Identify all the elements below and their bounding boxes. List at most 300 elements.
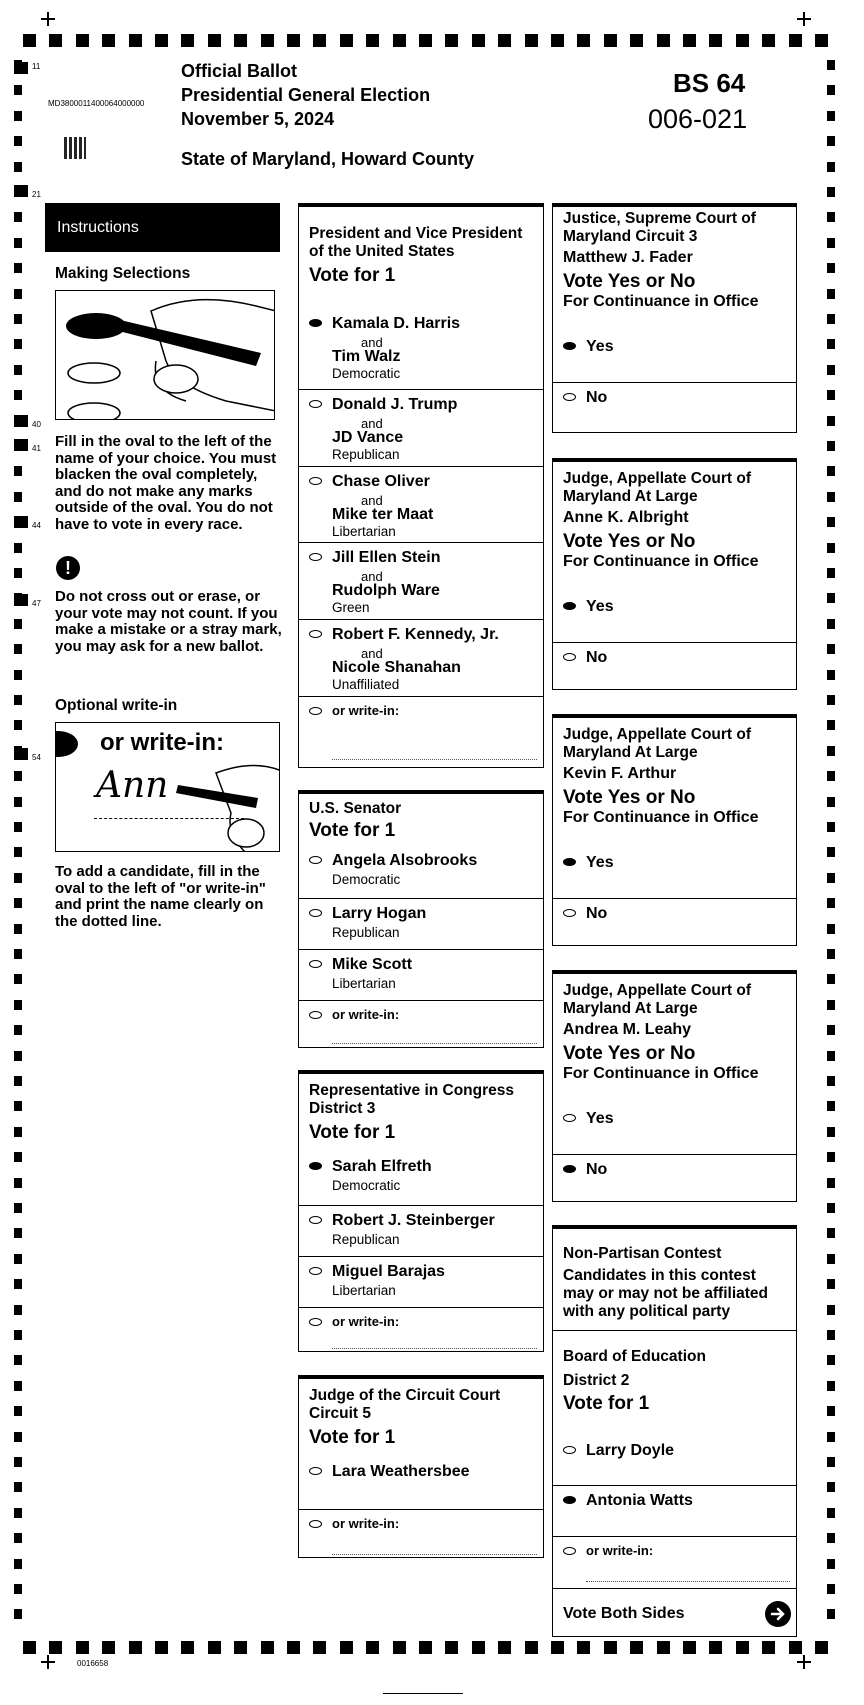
selection-oval[interactable] xyxy=(563,1165,576,1173)
timing-mark xyxy=(14,898,22,908)
timing-mark xyxy=(14,974,22,984)
timing-mark xyxy=(827,797,835,807)
timing-mark xyxy=(14,670,22,680)
candidate-option[interactable] xyxy=(553,1434,796,1485)
timing-mark xyxy=(14,365,22,375)
timing-mark xyxy=(14,1533,22,1543)
hand-pen-icon xyxy=(176,763,280,852)
timing-mark xyxy=(14,162,22,172)
selection-oval[interactable] xyxy=(563,909,576,917)
timing-mark xyxy=(14,695,22,705)
no-option[interactable] xyxy=(553,382,796,434)
judge-name: Matthew J. Fader xyxy=(563,249,693,266)
contest-title: Board of Education District 2 xyxy=(563,1348,706,1389)
timing-mark xyxy=(604,1641,617,1654)
timing-mark xyxy=(827,492,835,502)
timing-mark xyxy=(630,34,643,47)
timing-mark xyxy=(14,924,22,934)
timing-mark xyxy=(827,162,835,172)
timing-mark xyxy=(445,1641,458,1654)
running-mate-name: Tim Walz xyxy=(332,348,401,365)
party-label: Republican xyxy=(332,1232,400,1247)
party-label: Democratic xyxy=(332,1178,401,1193)
candidate-option[interactable] xyxy=(299,1205,543,1256)
precinct-number: 006-021 xyxy=(648,104,748,134)
timing-mark xyxy=(14,62,28,74)
vote-for-instruction: Vote for 1 xyxy=(309,1427,396,1448)
timing-mark xyxy=(340,1641,353,1654)
timing-mark xyxy=(827,187,835,197)
continuance-label: For Continuance in Office xyxy=(563,553,759,570)
timing-mark xyxy=(14,748,28,760)
timing-mark xyxy=(827,771,835,781)
vote-for-instruction: Vote for 1 xyxy=(309,265,396,286)
timing-mark xyxy=(827,898,835,908)
timing-mark xyxy=(827,1279,835,1289)
timing-mark xyxy=(14,111,22,121)
timing-mark xyxy=(762,1641,775,1654)
selection-oval[interactable] xyxy=(563,858,576,866)
candidate-option[interactable] xyxy=(299,949,543,1000)
timing-mark xyxy=(76,34,89,47)
writein-line[interactable] xyxy=(586,1581,790,1582)
candidate-name: Angela Alsobrooks xyxy=(332,852,478,869)
candidate-option[interactable] xyxy=(299,466,543,542)
alert-icon: ! xyxy=(56,556,80,580)
timing-mark xyxy=(340,34,353,47)
timing-mark xyxy=(14,1203,22,1213)
candidate-option[interactable] xyxy=(299,898,543,949)
fold-mark xyxy=(383,1693,463,1694)
timing-mark xyxy=(14,516,28,528)
timing-mark xyxy=(23,34,36,47)
timing-mark xyxy=(14,1355,22,1365)
timing-mark xyxy=(14,390,22,400)
selection-oval[interactable] xyxy=(309,960,322,968)
candidate-name: Kamala D. Harris xyxy=(332,315,461,332)
selection-oval[interactable] xyxy=(309,1011,322,1019)
selection-oval[interactable] xyxy=(309,707,322,715)
timing-mark xyxy=(827,873,835,883)
candidate-name: Lara Weathersbee xyxy=(332,1463,470,1480)
timing-mark xyxy=(14,949,22,959)
yes-label: Yes xyxy=(586,854,614,871)
timing-mark xyxy=(14,1051,22,1061)
timing-mark xyxy=(827,1457,835,1467)
timing-mark xyxy=(827,212,835,222)
no-label: No xyxy=(586,1161,608,1178)
selection-oval[interactable] xyxy=(309,1318,322,1326)
timing-mark xyxy=(577,1641,590,1654)
timing-mark xyxy=(14,212,22,222)
timing-mark xyxy=(14,314,22,324)
contest-senator xyxy=(298,790,544,1048)
contest-title: Representative in Congress District 3 xyxy=(309,1082,515,1117)
candidate-option[interactable] xyxy=(299,389,543,466)
candidate-option[interactable] xyxy=(299,1459,543,1509)
selection-oval[interactable] xyxy=(563,342,576,350)
registration-mark-icon xyxy=(41,1655,55,1669)
timing-mark xyxy=(827,390,835,400)
timing-mark xyxy=(827,644,835,654)
timing-mark xyxy=(208,1641,221,1654)
selection-oval[interactable] xyxy=(563,393,576,401)
add-candidate-instructions: To add a candidate, fill in the oval to the left of "or write-in" and print the name clearly on the dotted line. xyxy=(55,863,266,930)
example-writein-label: or write-in: xyxy=(100,729,224,756)
and-label: and xyxy=(361,335,383,350)
party-label: Democratic xyxy=(332,872,401,887)
margin-number: 21 xyxy=(32,190,41,199)
timing-mark xyxy=(14,339,22,349)
board-header xyxy=(553,1330,796,1331)
timing-mark xyxy=(102,1641,115,1654)
selection-oval[interactable] xyxy=(309,856,322,864)
instructions-header: Instructions xyxy=(45,203,280,252)
timing-mark xyxy=(49,1641,62,1654)
and-label: and xyxy=(361,493,383,508)
timing-mark xyxy=(683,1641,696,1654)
contest-title: Judge, Appellate Court of Maryland At Large xyxy=(563,726,752,761)
yes-option[interactable] xyxy=(553,332,796,382)
timing-mark xyxy=(827,1254,835,1264)
writein-label: or write-in: xyxy=(332,1314,400,1329)
candidate-name: Larry Doyle xyxy=(586,1442,675,1459)
vote-both-sides-row xyxy=(553,1588,796,1639)
timing-mark xyxy=(14,1025,22,1035)
timing-mark xyxy=(827,1076,835,1086)
selection-oval[interactable] xyxy=(563,1114,576,1122)
no-option[interactable] xyxy=(553,642,796,692)
timing-mark xyxy=(827,593,835,603)
timing-mark xyxy=(789,34,802,47)
timing-mark xyxy=(366,34,379,47)
selection-oval[interactable] xyxy=(563,1547,576,1555)
timing-mark xyxy=(827,365,835,375)
timing-mark xyxy=(827,1101,835,1111)
timing-mark xyxy=(287,1641,300,1654)
ballot-title: Official Ballot xyxy=(181,61,298,81)
timing-mark xyxy=(815,1641,828,1654)
candidate-option[interactable] xyxy=(299,307,543,389)
selection-oval[interactable] xyxy=(563,1496,576,1504)
timing-mark xyxy=(14,1279,22,1289)
timing-mark xyxy=(14,1127,22,1137)
writein-label: or write-in: xyxy=(332,1007,400,1022)
candidate-option[interactable] xyxy=(299,1154,543,1205)
candidate-name: Miguel Barajas xyxy=(332,1263,445,1280)
contest-title: U.S. Senator xyxy=(309,800,402,817)
timing-mark xyxy=(815,34,828,47)
timing-mark xyxy=(827,1025,835,1035)
fill-instructions: Fill in the oval to the left of the name of your choice. You must blacken the oval completely, and do not make any marks outside of the oval. You do not have to vote in every race. xyxy=(55,433,277,533)
candidate-option[interactable] xyxy=(299,619,543,696)
timing-mark xyxy=(827,1508,835,1518)
timing-mark xyxy=(14,568,22,578)
party-label: Republican xyxy=(332,447,400,462)
arrow-right-circle-icon xyxy=(765,1601,791,1627)
writein-line[interactable] xyxy=(332,1348,537,1349)
timing-mark xyxy=(827,822,835,832)
party-label: Libertarian xyxy=(332,976,396,991)
candidate-option[interactable] xyxy=(299,542,543,619)
continuance-label: For Continuance in Office xyxy=(563,293,759,310)
timing-mark xyxy=(827,543,835,553)
party-label: Green xyxy=(332,600,370,615)
candidate-option[interactable] xyxy=(299,848,543,898)
timing-mark xyxy=(498,1641,511,1654)
running-mate-name: Nicole Shanahan xyxy=(332,659,461,676)
selection-oval[interactable] xyxy=(309,1267,322,1275)
candidate-name: Larry Hogan xyxy=(332,905,427,922)
election-name: Presidential General Election xyxy=(181,85,431,105)
running-mate-name: JD Vance xyxy=(332,429,404,446)
timing-mark xyxy=(498,34,511,47)
timing-mark xyxy=(14,1584,22,1594)
contest-title: Justice, Supreme Court of Maryland Circuit 3 xyxy=(563,210,756,245)
yes-label: Yes xyxy=(586,338,614,355)
writein-option[interactable] xyxy=(299,1000,543,1050)
timing-mark xyxy=(14,1000,22,1010)
timing-mark xyxy=(234,34,247,47)
timing-mark xyxy=(14,1076,22,1086)
no-option[interactable] xyxy=(553,1154,796,1204)
timing-mark xyxy=(14,1330,22,1340)
contest-title: President and Vice President of the United States xyxy=(309,225,523,260)
timing-mark xyxy=(827,263,835,273)
selection-oval[interactable] xyxy=(309,400,322,408)
timing-mark xyxy=(14,822,22,832)
timing-mark xyxy=(14,466,22,476)
timing-mark xyxy=(827,441,835,451)
timing-mark xyxy=(393,1641,406,1654)
no-label: No xyxy=(586,389,608,406)
timing-mark xyxy=(14,1381,22,1391)
ballot-style: BS 64 xyxy=(673,68,746,98)
timing-mark xyxy=(261,1641,274,1654)
yes-option[interactable] xyxy=(553,848,796,898)
timing-mark xyxy=(181,1641,194,1654)
timing-mark xyxy=(827,1355,835,1365)
candidate-option[interactable] xyxy=(299,1256,543,1307)
vote-instruction: Vote Yes or No xyxy=(563,1043,696,1064)
writein-line[interactable] xyxy=(332,759,537,760)
margin-number: 11 xyxy=(32,62,41,71)
timing-mark xyxy=(419,34,432,47)
contest-appellate-court xyxy=(552,714,797,946)
writein-label: or write-in: xyxy=(332,703,400,718)
candidate-name: Mike Scott xyxy=(332,956,413,973)
timing-mark xyxy=(525,34,538,47)
timing-mark xyxy=(630,1641,643,1654)
timing-mark xyxy=(551,1641,564,1654)
timing-mark xyxy=(827,314,835,324)
vote-for-instruction: Vote for 1 xyxy=(563,1393,650,1414)
yes-label: Yes xyxy=(586,598,614,615)
timing-mark xyxy=(14,720,22,730)
timing-mark xyxy=(827,1203,835,1213)
contest-title: Judge of the Circuit Court Circuit 5 xyxy=(309,1387,501,1422)
margin-number: 54 xyxy=(32,753,41,762)
timing-mark xyxy=(14,1432,22,1442)
selection-oval[interactable] xyxy=(309,1216,322,1224)
yes-option[interactable] xyxy=(553,1104,796,1154)
timing-mark xyxy=(827,924,835,934)
timing-mark xyxy=(827,1406,835,1416)
timing-mark xyxy=(827,949,835,959)
timing-mark xyxy=(827,1533,835,1543)
timing-mark xyxy=(14,1228,22,1238)
and-label: and xyxy=(361,646,383,661)
timing-mark xyxy=(155,1641,168,1654)
selection-oval[interactable] xyxy=(309,630,322,638)
timing-mark xyxy=(827,517,835,527)
timing-mark xyxy=(525,1641,538,1654)
party-label: Libertarian xyxy=(332,524,396,539)
timing-mark xyxy=(23,1641,36,1654)
timing-mark xyxy=(827,1228,835,1238)
timing-mark xyxy=(827,974,835,984)
timing-mark xyxy=(14,1254,22,1264)
judge-name: Anne K. Albright xyxy=(563,509,689,526)
and-label: and xyxy=(361,416,383,431)
example-handwritten-name: Ann xyxy=(96,765,169,806)
timing-mark xyxy=(657,1641,670,1654)
timing-mark xyxy=(155,34,168,47)
timing-mark xyxy=(827,1609,835,1619)
timing-mark xyxy=(827,1305,835,1315)
vote-instruction: Vote Yes or No xyxy=(563,271,696,292)
timing-mark xyxy=(14,439,28,451)
timing-mark xyxy=(827,1000,835,1010)
timing-mark xyxy=(827,1127,835,1137)
timing-mark xyxy=(14,1559,22,1569)
timing-mark xyxy=(736,1641,749,1654)
candidate-name: Robert J. Steinberger xyxy=(332,1212,495,1229)
selection-oval[interactable] xyxy=(563,653,576,661)
margin-number: 44 xyxy=(32,521,41,530)
timing-mark xyxy=(14,619,22,629)
timing-mark xyxy=(129,1641,142,1654)
writein-example-illustration xyxy=(55,722,280,852)
erase-warning: Do not cross out or erase, or your vote may not count. If you make a mistake or a stray mark, you may ask for a new ballot. xyxy=(55,588,282,655)
registration-mark-icon xyxy=(41,12,55,26)
selection-oval[interactable] xyxy=(309,909,322,917)
timing-mark xyxy=(14,492,22,502)
selection-oval[interactable] xyxy=(309,1162,322,1170)
candidate-option[interactable] xyxy=(553,1485,796,1536)
contest-circuit-court xyxy=(298,1375,544,1558)
party-label: Unaffiliated xyxy=(332,677,400,692)
example-oval-icon xyxy=(55,731,78,757)
timing-mark xyxy=(14,644,22,654)
yes-option[interactable] xyxy=(553,592,796,642)
timing-mark xyxy=(14,1305,22,1315)
judge-name: Andrea M. Leahy xyxy=(563,1021,692,1038)
timing-mark xyxy=(657,34,670,47)
timing-mark xyxy=(181,34,194,47)
timing-mark xyxy=(14,543,22,553)
timing-mark xyxy=(827,1330,835,1340)
timing-mark xyxy=(76,1641,89,1654)
timing-mark xyxy=(313,1641,326,1654)
selection-oval[interactable] xyxy=(309,319,322,327)
timing-mark xyxy=(14,1508,22,1518)
registration-mark-icon xyxy=(797,12,811,26)
timing-mark xyxy=(827,111,835,121)
registration-mark-icon xyxy=(797,1655,811,1669)
vote-for-instruction: Vote for 1 xyxy=(309,1122,396,1143)
vote-for-instruction: Vote for 1 xyxy=(309,820,396,841)
timing-mark xyxy=(827,746,835,756)
writein-option[interactable] xyxy=(553,1536,796,1588)
selection-oval[interactable] xyxy=(563,1446,576,1454)
contest-appellate-court xyxy=(552,970,797,1202)
timing-mark xyxy=(208,34,221,47)
timing-mark xyxy=(49,34,62,47)
timing-mark xyxy=(827,466,835,476)
writein-line[interactable] xyxy=(332,1554,537,1555)
timing-mark xyxy=(14,238,22,248)
and-label: and xyxy=(361,569,383,584)
contest-congress xyxy=(298,1070,544,1352)
timing-mark xyxy=(14,1457,22,1467)
no-option[interactable] xyxy=(553,898,796,948)
selection-oval[interactable] xyxy=(309,1520,322,1528)
timing-mark xyxy=(14,873,22,883)
timing-mark xyxy=(827,1051,835,1061)
timing-mark xyxy=(14,1482,22,1492)
timing-mark xyxy=(14,1406,22,1416)
timing-mark xyxy=(827,670,835,680)
candidate-name: Chase Oliver xyxy=(332,473,430,490)
timing-mark xyxy=(14,263,22,273)
timing-mark xyxy=(736,34,749,47)
writein-option[interactable] xyxy=(299,1307,543,1354)
timing-mark xyxy=(604,34,617,47)
writein-option[interactable] xyxy=(299,696,543,766)
timing-mark xyxy=(14,1178,22,1188)
selection-oval[interactable] xyxy=(563,602,576,610)
timing-mark xyxy=(14,185,28,197)
timing-mark xyxy=(827,1152,835,1162)
writein-option[interactable] xyxy=(299,1509,543,1560)
timing-mark xyxy=(129,34,142,47)
timing-mark xyxy=(827,847,835,857)
timing-mark xyxy=(827,1432,835,1442)
timing-mark xyxy=(827,720,835,730)
selection-oval[interactable] xyxy=(309,477,322,485)
timing-mark xyxy=(827,238,835,248)
timing-mark xyxy=(827,289,835,299)
optional-writein-heading: Optional write-in xyxy=(55,697,178,714)
timing-mark xyxy=(789,1641,802,1654)
barcode-id: MD3800011400064000000 xyxy=(48,99,145,108)
timing-mark xyxy=(366,1641,379,1654)
timing-mark xyxy=(14,1152,22,1162)
margin-number: 40 xyxy=(32,420,41,429)
contest-president xyxy=(298,203,544,768)
selection-oval[interactable] xyxy=(309,1467,322,1475)
writein-line[interactable] xyxy=(332,1043,537,1044)
contest-title: Judge, Appellate Court of Maryland At Large xyxy=(563,470,752,505)
election-date: November 5, 2024 xyxy=(181,109,335,129)
timing-mark xyxy=(14,289,22,299)
candidate-name: Antonia Watts xyxy=(586,1492,693,1509)
timing-mark xyxy=(14,415,28,427)
party-label: Democratic xyxy=(332,366,401,381)
selection-oval[interactable] xyxy=(309,553,322,561)
timing-mark xyxy=(827,695,835,705)
